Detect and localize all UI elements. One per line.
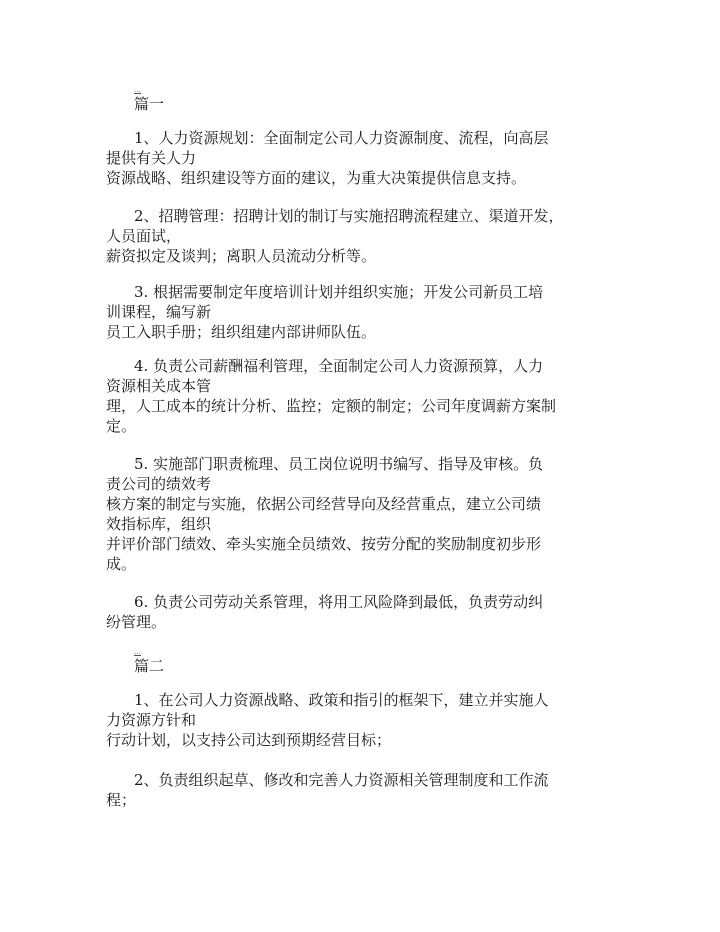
paragraph bbox=[106, 592, 586, 632]
paragraph bbox=[106, 454, 586, 574]
paragraph-line: 纷管理。 bbox=[106, 613, 167, 631]
paragraph-line: 1、人力资源规划：全面制定公司人力资源制度、流程，向高层 bbox=[134, 129, 549, 147]
paragraph-line: 2、负责组织起草、修改和完善人力资源相关管理制度和工作流 bbox=[134, 771, 549, 789]
paragraph-line: 责公司的绩效考 bbox=[106, 475, 212, 493]
paragraph-line: 4. 负责公司薪酬福利管理，全面制定公司人力资源预算，人力 bbox=[134, 357, 544, 375]
paragraph-line: 训课程，编写新 bbox=[106, 303, 212, 321]
paragraph-line: 资源战略、组织建设等方面的建议，为重大决策提供信息支持。 bbox=[106, 169, 527, 187]
section-heading: 篇一 bbox=[134, 95, 165, 113]
paragraph-line: 定。 bbox=[106, 417, 137, 435]
section-heading: 篇二 bbox=[134, 657, 165, 675]
paragraph-line: 资源相关成本管 bbox=[106, 377, 212, 395]
paragraph-line: 程； bbox=[106, 791, 137, 809]
paragraph bbox=[106, 690, 586, 750]
paragraph-line: 3. 根据需要制定年度培训计划并组织实施；开发公司新员工培 bbox=[134, 283, 544, 301]
paragraph-line: 核方案的制定与实施，依据公司经营导向及经营重点，建立公司绩 bbox=[106, 495, 542, 513]
paragraph-line: 5. 实施部门职责梳理、员工岗位说明书编写、指导及审核。负 bbox=[134, 455, 544, 473]
paragraph-line: 成。 bbox=[106, 555, 137, 573]
paragraph-line: 效指标库，组织 bbox=[106, 515, 212, 533]
paragraph bbox=[106, 770, 586, 810]
paragraph bbox=[106, 282, 586, 342]
paragraph-line: 2、招聘管理：招聘计划的制订与实施招聘流程建立、渠道开发， bbox=[134, 207, 564, 225]
section-marker: … bbox=[134, 86, 141, 94]
paragraph-line: 薪资拟定及谈判；离职人员流动分析等。 bbox=[106, 247, 377, 265]
paragraph-line: 员工入职手册；组织组建内部讲师队伍。 bbox=[106, 323, 377, 341]
paragraph-line: 1、在公司人力资源战略、政策和指引的框架下，建立并实施人 bbox=[134, 691, 549, 709]
paragraph-line: 6. 负责公司劳动关系管理，将用工风险降到最低，负责劳动纠 bbox=[134, 593, 544, 611]
paragraph-line: 理，人工成本的统计分析、监控；定额的制定；公司年度调薪方案制 bbox=[106, 397, 557, 415]
paragraph-line: 提供有关人力 bbox=[106, 149, 197, 167]
paragraph bbox=[106, 356, 586, 436]
paragraph-line: 力资源方针和 bbox=[106, 711, 197, 729]
paragraph bbox=[106, 206, 586, 266]
paragraph-line: 行动计划，以支持公司达到预期经营目标； bbox=[106, 731, 392, 749]
section-marker: … bbox=[134, 648, 141, 656]
paragraph-line: 并评价部门绩效、牵头实施全员绩效、按劳分配的奖励制度初步形 bbox=[106, 535, 542, 553]
paragraph-line: 人员面试， bbox=[106, 227, 182, 245]
paragraph bbox=[106, 128, 586, 188]
